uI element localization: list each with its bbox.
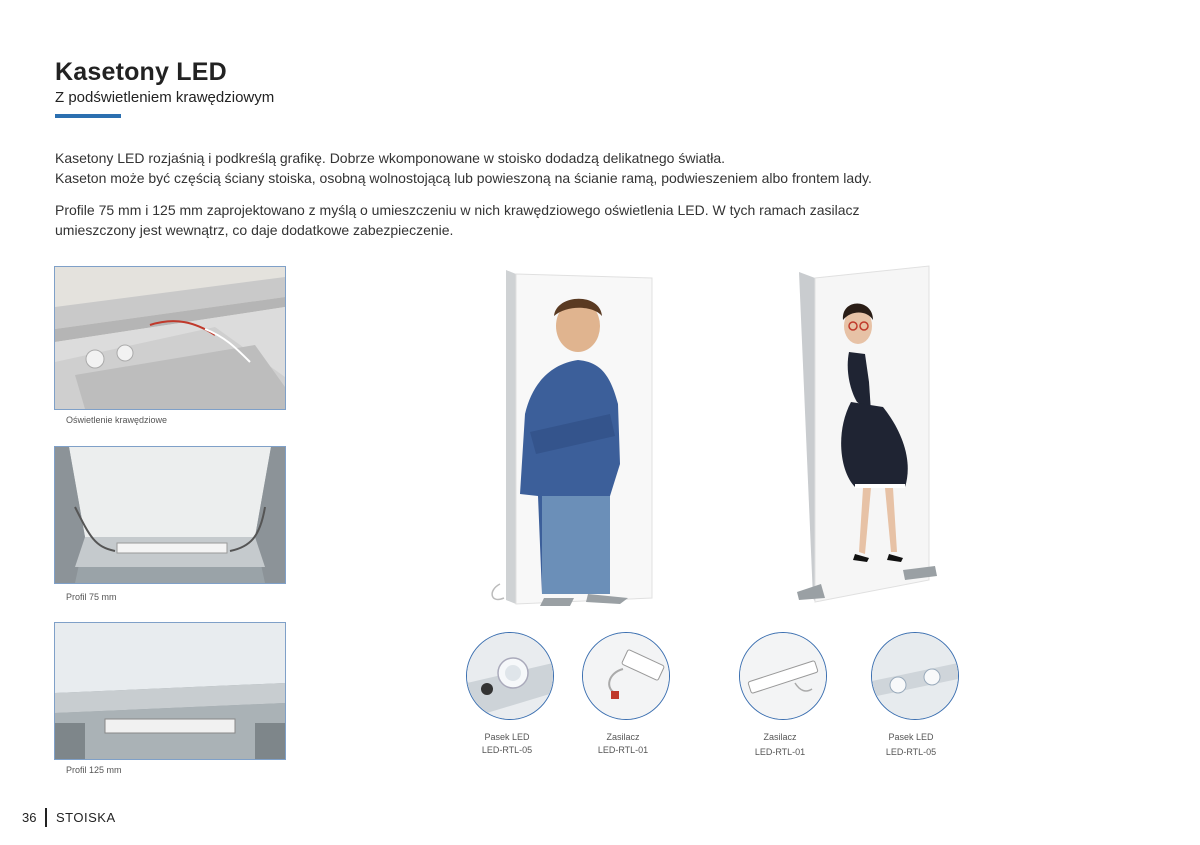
profiles-line-2: umieszczony jest wewnątrz, co daje dodatkowe zabezpieczenie. — [55, 222, 454, 238]
intro-line-2: Kaseton może być częścią ściany stoiska, osobną wolnostojącą lub powieszoną na ścianie ramą, podwieszeniem albo frontem lady. — [55, 170, 872, 186]
power-supply-circle — [582, 632, 670, 720]
led-strip-circle — [871, 632, 959, 720]
thumbnail-caption: Oświetlenie krawędziowe — [66, 415, 168, 425]
component-name: Pasek LED — [484, 732, 530, 742]
led-strip-icon — [467, 633, 553, 719]
intro-line-1: Kasetony LED rozjaśnią i podkreślą grafikę. Dobrze wkomponowane w stoisko dodadzą delikatnego światła. — [55, 150, 726, 166]
section-name: STOISKA — [56, 810, 116, 825]
power-supply-icon — [740, 633, 826, 719]
lightbox-woman-image — [785, 262, 945, 612]
component-name: Pasek LED — [888, 732, 934, 742]
component-label — [568, 731, 678, 757]
title-accent-bar — [55, 114, 121, 118]
led-strip-circle — [466, 632, 554, 720]
power-supply-circle — [739, 632, 827, 720]
intro-paragraph — [55, 148, 955, 188]
profile-125-photo — [55, 623, 285, 759]
thumbnail-caption: Profil 75 mm — [66, 592, 117, 602]
component-code: LED-RTL-01 — [754, 747, 806, 757]
power-supply-icon — [583, 633, 669, 719]
component-code: LED-RTL-05 — [481, 745, 533, 755]
thumbnail-caption: Profil 125 mm — [66, 765, 122, 775]
edge-lighting-photo — [55, 267, 285, 409]
component-label — [725, 731, 835, 759]
profile-75-photo — [55, 447, 285, 583]
thumbnail-profile-125 — [54, 622, 286, 760]
component-code: LED-RTL-05 — [885, 747, 937, 757]
page-subtitle: Z podświetleniem krawędziowym — [55, 89, 275, 106]
lightbox-woman-product — [785, 262, 945, 612]
component-label — [452, 731, 562, 757]
profiles-paragraph — [55, 200, 955, 240]
lightbox-man-product — [470, 264, 670, 610]
profiles-line-1: Profile 75 mm i 125 mm zaprojektowano z myślą o umieszczeniu w nich krawędziowego oświetlenia LED. W tych ramach zasilacz — [55, 202, 860, 218]
component-name: Zasilacz — [763, 732, 797, 742]
component-code: LED-RTL-01 — [597, 745, 649, 755]
page-title: Kasetony LED — [55, 58, 227, 86]
component-name: Zasilacz — [606, 732, 640, 742]
page-number: 36 — [22, 810, 37, 825]
lightbox-man-image — [470, 264, 670, 610]
footer-divider — [45, 808, 47, 827]
led-strip-icon — [872, 633, 958, 719]
thumbnail-profile-75 — [54, 446, 286, 584]
component-label — [856, 731, 966, 759]
thumbnail-edge-lighting — [54, 266, 286, 410]
